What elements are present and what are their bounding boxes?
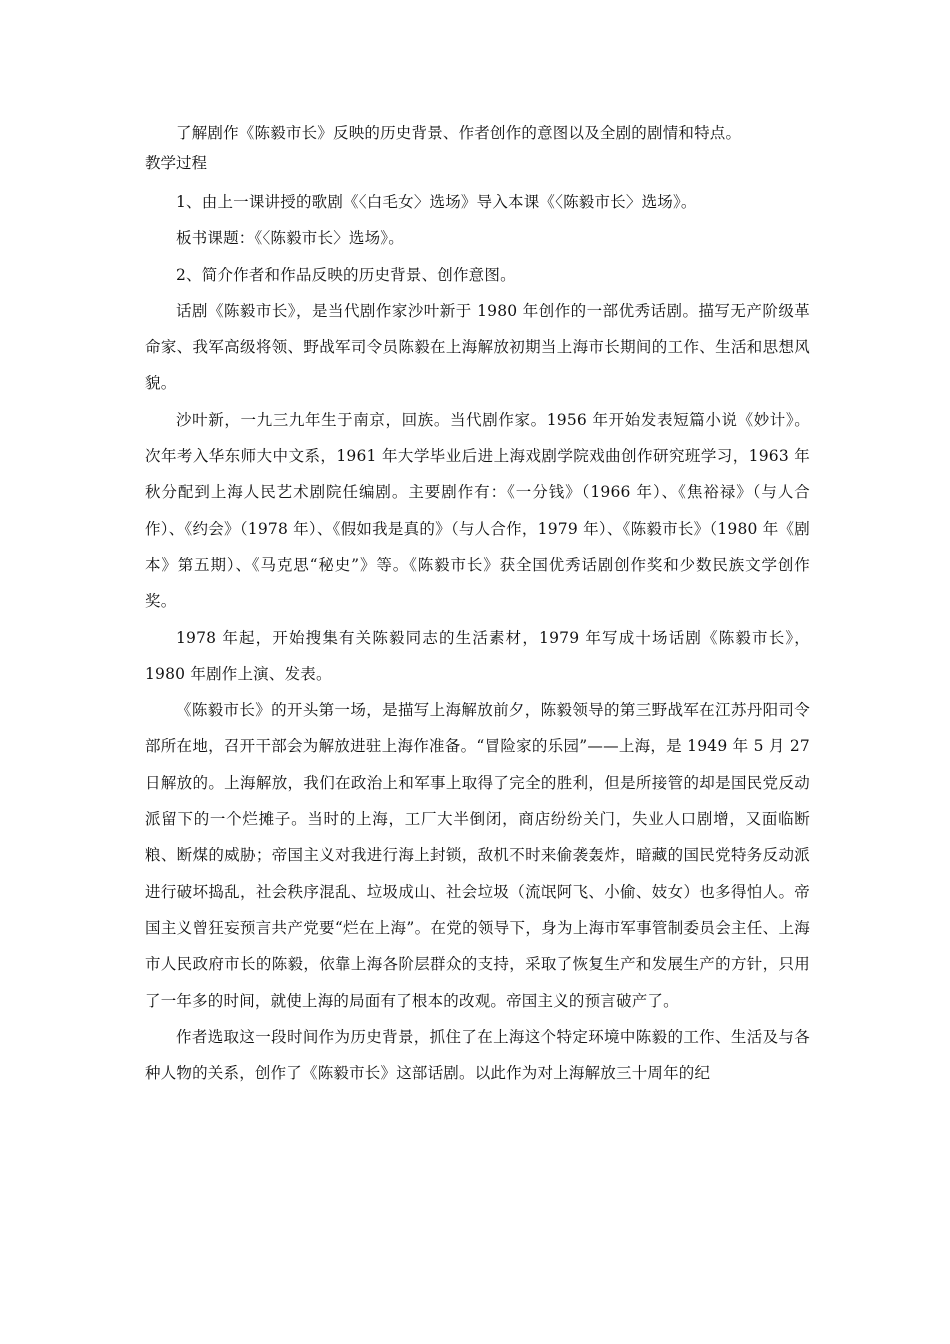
body-paragraph: 板书课题：《〈陈毅市长〉选场》。 xyxy=(176,229,404,248)
body-paragraph: 2、简介作者和作品反映的历史背景、创作意图。 xyxy=(176,265,516,284)
body-paragraph: 话剧《陈毅市长》，是当代剧作家沙叶新于 1980 年创作的一部优秀话剧。描写无产阶级革命家、我军高级将领、野战军司令员陈毅在上海解放初期当上海市长期间的工作、生活和思想风貌。 xyxy=(145,301,810,393)
body-paragraph: 《陈毅市长》的开头第一场，是描写上海解放前夕，陈毅领导的第三野战军在江苏丹阳司令部所在地，召开干部会为解放进驻上海作准备。“冒险家的乐园”——上海，是 1949 年 5 月 27 日解放的。上海解放，我们在政治上和军事上取得了完全的胜利，但是所接管的却是国民党反动派留下的一个烂摊子。当时的上海，工厂大半倒闭，商店纷纷关门，失业人口剧增，又面临断粮、断煤的威胁；帝国主义对我进行海上封锁，敌机不时来偷袭轰炸，暗藏的国民党特务反动派进行破坏捣乱，社会秩序混乱、垃圾成山、社会垃圾（流氓阿飞、小偷、妓女）也多得怕人。帝国主义曾狂妄预言共产党要“烂在上海”。在党的领导下，身为上海市军事管制委员会主任、上海市人民政府市长的陈毅，依靠上海各阶层群众的支持，采取了恢复生产和发展生产的方针，只用了一年多的时间，就使上海的局面有了根本的改观。帝国主义的预言破产了。 xyxy=(145,701,810,1010)
intro-paragraph: 了解剧作《陈毅市长》反映的历史背景、作者创作的意图以及全剧的剧情和特点。 xyxy=(176,124,742,142)
document-page xyxy=(145,118,810,1091)
body-paragraph: 作者选取这一段时间作为历史背景，抓住了在上海这个特定环境中陈毅的工作、生活及与各种人物的关系，创作了《陈毅市长》这部话剧。以此作为对上海解放三十周年的纪 xyxy=(145,1027,810,1083)
body-paragraph: 1978 年起，开始搜集有关陈毅同志的生活素材，1979 年写成十场话剧《陈毅市长》，1980 年剧作上演、发表。 xyxy=(145,628,810,683)
section-heading: 教学过程 xyxy=(145,154,208,172)
body-paragraph: 1、由上一课讲授的歌剧《〈白毛女〉选场》导入本课《〈陈毅市长〉选场》。 xyxy=(176,193,697,211)
body-paragraph: 沙叶新，一九三九年生于南京，回族。当代剧作家。1956 年开始发表短篇小说《妙计》。次年考入华东师大中文系，1961 年大学毕业后进上海戏剧学院戏曲创作研究班学习，1963 年秋分配到上海人民艺术剧院任编剧。主要剧作有：《一分钱》（1966 年）、《焦裕禄》（与人合作）、《约会》（1978 年）、《假如我是真的》（与人合作，1979 年）、《陈毅市长》（1980 年《剧本》第五期）、《马克思“秘史”》等。《陈毅市长》获全国优秀话剧创作奖和少数民族文学创作奖。 xyxy=(145,410,810,611)
